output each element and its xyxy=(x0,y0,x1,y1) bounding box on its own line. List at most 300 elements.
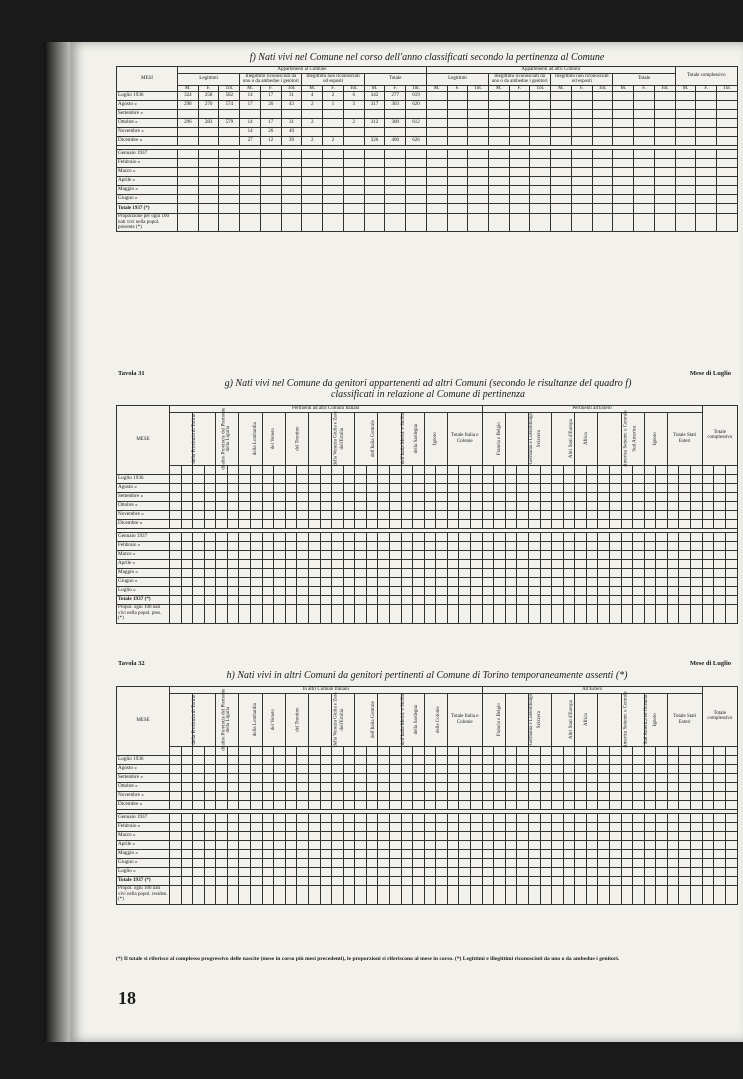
cell-value xyxy=(170,822,182,831)
cell-value xyxy=(675,186,696,195)
cell-value: 303 xyxy=(385,101,406,110)
table-row xyxy=(117,110,738,119)
cell-value xyxy=(297,519,309,528)
cell-value xyxy=(285,773,297,782)
cell-value xyxy=(320,822,332,831)
cell-value xyxy=(251,519,263,528)
cell-value xyxy=(471,501,483,510)
cell-value xyxy=(634,159,655,168)
cell-value xyxy=(447,483,459,492)
cell-value xyxy=(447,492,459,501)
cell-value xyxy=(517,813,529,822)
cell-value xyxy=(517,501,529,510)
month-label: Aprile » xyxy=(117,559,170,568)
cell-value xyxy=(181,532,193,541)
cell-value xyxy=(575,867,587,876)
cell-value xyxy=(297,791,309,800)
cell-value xyxy=(424,492,436,501)
cell-value xyxy=(702,532,714,541)
cell-value xyxy=(505,800,517,809)
cell-value xyxy=(355,764,367,773)
cell-value xyxy=(598,586,610,595)
sex-header: M. xyxy=(551,85,572,92)
cell-value xyxy=(633,764,645,773)
cell-value xyxy=(540,586,552,595)
cell-value xyxy=(530,204,551,214)
cell-value xyxy=(482,492,494,501)
cell-value xyxy=(170,586,182,595)
cell-value xyxy=(401,885,413,904)
cell-value xyxy=(274,773,286,782)
cell-value: 317 xyxy=(364,101,385,110)
col-italia xyxy=(239,693,262,746)
cell-value xyxy=(696,92,717,101)
sex-header xyxy=(691,465,703,474)
cell-value xyxy=(609,822,621,831)
cell-value xyxy=(459,595,471,604)
cell-value xyxy=(459,550,471,559)
sex-header xyxy=(366,465,378,474)
cell-value: 6 xyxy=(343,92,364,101)
cell-value xyxy=(389,483,401,492)
cell-value xyxy=(613,159,634,168)
sex-header xyxy=(204,465,216,474)
cell-value xyxy=(389,831,401,840)
cell-value xyxy=(459,840,471,849)
cell-value xyxy=(436,586,448,595)
cell-value xyxy=(181,773,193,782)
cell-value xyxy=(471,474,483,483)
sex-header: F. xyxy=(198,85,219,92)
cell-value xyxy=(389,595,401,604)
cell-value xyxy=(633,510,645,519)
cell-value xyxy=(332,483,344,492)
cell-value xyxy=(725,791,737,800)
cell-value xyxy=(389,510,401,519)
month-label: Agosto » xyxy=(117,101,178,110)
cell-value xyxy=(198,110,219,119)
cell-value xyxy=(447,214,468,232)
cell-value xyxy=(251,532,263,541)
cell-value xyxy=(517,559,529,568)
cell-value xyxy=(320,595,332,604)
cell-value xyxy=(528,822,540,831)
cell-value xyxy=(702,595,714,604)
col-italia-label: dell'Italia Centrale xyxy=(371,701,377,738)
cell-value xyxy=(447,764,459,773)
cell-value xyxy=(552,849,564,858)
cell-value xyxy=(714,755,726,764)
cell-value xyxy=(262,604,274,623)
cell-value xyxy=(598,550,610,559)
cell-value xyxy=(489,137,510,146)
cell-value xyxy=(281,159,302,168)
cell-value xyxy=(714,822,726,831)
cell-value xyxy=(540,532,552,541)
cell-value xyxy=(702,483,714,492)
cell-value xyxy=(540,831,552,840)
cell-value xyxy=(366,519,378,528)
table-row xyxy=(117,474,738,483)
cell-value xyxy=(170,474,182,483)
cell-value xyxy=(308,532,320,541)
cell-value xyxy=(436,813,448,822)
cell-value xyxy=(262,519,274,528)
cell-value xyxy=(552,791,564,800)
cell-value xyxy=(609,483,621,492)
cell-value xyxy=(227,813,239,822)
cell-value xyxy=(691,550,703,559)
cell-value xyxy=(424,604,436,623)
cell-value xyxy=(656,568,668,577)
cell-value xyxy=(193,559,205,568)
cell-value xyxy=(413,782,425,791)
cell-value xyxy=(517,858,529,867)
cell-value xyxy=(332,764,344,773)
cell-value xyxy=(343,791,355,800)
cell-value: 582 xyxy=(219,92,240,101)
cell-value xyxy=(571,101,592,110)
cell-value xyxy=(262,501,274,510)
cell-value xyxy=(216,876,228,885)
cell-value xyxy=(240,150,261,159)
sex-header xyxy=(308,746,320,755)
cell-value xyxy=(482,519,494,528)
cell-value xyxy=(725,885,737,904)
cell-value xyxy=(667,541,679,550)
col-italia-label: di altre Provincie del Piemonte xyxy=(221,407,227,470)
cell-value xyxy=(482,764,494,773)
table-row xyxy=(117,119,738,128)
cell-value xyxy=(654,101,675,110)
month-label: Luglio 1936 xyxy=(117,92,178,101)
cell-value xyxy=(563,876,575,885)
cell-value xyxy=(447,110,468,119)
cell-value xyxy=(343,501,355,510)
sex-header xyxy=(644,465,656,474)
cell-value xyxy=(633,604,645,623)
cell-value xyxy=(170,876,182,885)
sex-header xyxy=(505,465,517,474)
cell-value xyxy=(216,849,228,858)
cell-value xyxy=(297,604,309,623)
cell-value xyxy=(308,510,320,519)
cell-value xyxy=(181,474,193,483)
cell-value xyxy=(489,92,510,101)
col-italia-label: Ignoto xyxy=(433,431,439,446)
cell-value xyxy=(366,773,378,782)
cell-value xyxy=(355,876,367,885)
table-row xyxy=(117,822,738,831)
cell-value xyxy=(378,831,390,840)
cell-value xyxy=(285,840,297,849)
cell-value xyxy=(424,519,436,528)
cell-value xyxy=(251,858,263,867)
cell-value xyxy=(552,541,564,550)
cell-value xyxy=(447,773,459,782)
cell-value xyxy=(505,501,517,510)
cell-value xyxy=(551,204,572,214)
cell-value xyxy=(323,150,344,159)
sex-header: F. xyxy=(696,85,717,92)
cell-value xyxy=(505,492,517,501)
group-italia: In altri Comuni Italiani xyxy=(170,687,483,694)
cell-value xyxy=(343,474,355,483)
cell-value xyxy=(725,483,737,492)
row-label: Totale 1937 (*) xyxy=(117,204,178,214)
cell-value xyxy=(494,885,506,904)
cell-value xyxy=(654,195,675,204)
cell-value xyxy=(181,867,193,876)
cell-value xyxy=(389,822,401,831)
cell-value xyxy=(366,510,378,519)
col-italia-label: dell'Italia Centrale xyxy=(371,420,377,457)
cell-value xyxy=(413,577,425,586)
cell-value xyxy=(323,186,344,195)
cell-value xyxy=(366,577,378,586)
cell-value xyxy=(691,858,703,867)
sex-header xyxy=(401,746,413,755)
cell-value xyxy=(609,559,621,568)
table-row xyxy=(117,782,738,791)
cell-value xyxy=(613,150,634,159)
cell-value xyxy=(239,831,251,840)
cell-value xyxy=(563,604,575,623)
cell-value xyxy=(323,168,344,177)
cell-value xyxy=(609,791,621,800)
cell-value xyxy=(401,831,413,840)
cell-value xyxy=(297,867,309,876)
cell-value xyxy=(260,168,281,177)
sex-header: M. xyxy=(302,85,323,92)
cell-value xyxy=(656,586,668,595)
sex-header: M. xyxy=(178,85,199,92)
cell-value xyxy=(717,204,738,214)
cell-value xyxy=(459,586,471,595)
cell-value xyxy=(239,541,251,550)
cell-value xyxy=(378,541,390,550)
sex-header xyxy=(332,465,344,474)
cell-value xyxy=(227,791,239,800)
cell-value xyxy=(239,577,251,586)
cell-value xyxy=(193,474,205,483)
cell-value xyxy=(633,595,645,604)
cell-value xyxy=(239,813,251,822)
cell-value xyxy=(725,568,737,577)
cell-value xyxy=(459,800,471,809)
cell-value xyxy=(260,195,281,204)
cell-value xyxy=(679,559,691,568)
cell-value xyxy=(691,849,703,858)
cell-value xyxy=(702,492,714,501)
cell-value xyxy=(219,168,240,177)
cell-value xyxy=(274,791,286,800)
month-label: Ottobre » xyxy=(117,501,170,510)
cell-value xyxy=(251,568,263,577)
cell-value xyxy=(401,867,413,876)
cell-value xyxy=(644,822,656,831)
cell-value xyxy=(586,840,598,849)
cell-value xyxy=(459,885,471,904)
cell-value xyxy=(691,519,703,528)
cell-value xyxy=(239,483,251,492)
cell-value xyxy=(540,840,552,849)
cell-value xyxy=(679,764,691,773)
cell-value xyxy=(447,876,459,885)
cell-value xyxy=(320,876,332,885)
cell-value xyxy=(424,577,436,586)
col-estero xyxy=(644,412,667,465)
cell-value xyxy=(505,510,517,519)
cell-value xyxy=(447,168,468,177)
cell-value xyxy=(251,604,263,623)
cell-value: 31 xyxy=(281,119,302,128)
cell-value xyxy=(633,773,645,782)
col-estero-label: Francia e Belgio xyxy=(496,421,502,456)
cell-value xyxy=(505,568,517,577)
cell-value xyxy=(725,867,737,876)
cell-value xyxy=(364,214,385,232)
cell-value xyxy=(551,214,572,232)
cell-value xyxy=(262,867,274,876)
cell-value xyxy=(436,595,448,604)
cell-value xyxy=(575,474,587,483)
cell-value xyxy=(679,568,691,577)
cell-value xyxy=(302,214,323,232)
cell-value xyxy=(725,586,737,595)
sex-header: Tot. xyxy=(219,85,240,92)
month-label: Dicembre » xyxy=(117,519,170,528)
cell-value xyxy=(725,604,737,623)
cell-value xyxy=(459,822,471,831)
cell-value xyxy=(540,474,552,483)
cell-value xyxy=(702,773,714,782)
cell-value xyxy=(355,586,367,595)
cell-value xyxy=(240,159,261,168)
cell-value xyxy=(679,813,691,822)
cell-value xyxy=(302,195,323,204)
cell-value xyxy=(193,831,205,840)
cell-value xyxy=(204,586,216,595)
cell-value xyxy=(509,137,530,146)
col-italia-label: della Sardegna xyxy=(413,704,419,735)
cell-value xyxy=(320,541,332,550)
cell-value xyxy=(366,764,378,773)
cell-value xyxy=(366,550,378,559)
cell-value xyxy=(424,586,436,595)
cell-value xyxy=(262,858,274,867)
cell-value xyxy=(679,532,691,541)
cell-value xyxy=(696,128,717,137)
cell-value xyxy=(447,755,459,764)
mese-luglio-h: Mese di Luglio xyxy=(689,660,731,667)
table-row xyxy=(117,867,738,876)
cell-value xyxy=(260,159,281,168)
cell-value xyxy=(251,492,263,501)
cell-value xyxy=(181,885,193,904)
cell-value xyxy=(468,101,489,110)
cell-value xyxy=(459,791,471,800)
cell-value xyxy=(575,831,587,840)
cell-value xyxy=(656,755,668,764)
cell-value xyxy=(323,195,344,204)
cell-value xyxy=(633,885,645,904)
month-label: Luglio » xyxy=(117,586,170,595)
cell-value xyxy=(563,822,575,831)
cell-value xyxy=(489,119,510,128)
sex-header xyxy=(586,465,598,474)
cell-value: 17 xyxy=(260,119,281,128)
cell-value xyxy=(216,510,228,519)
cell-value xyxy=(482,782,494,791)
month-label: Luglio » xyxy=(117,867,170,876)
cell-value xyxy=(517,867,529,876)
cell-value xyxy=(592,137,613,146)
cell-value xyxy=(216,764,228,773)
cell-value xyxy=(297,501,309,510)
table-row xyxy=(117,92,738,101)
cell-value xyxy=(654,119,675,128)
cell-value xyxy=(575,800,587,809)
cell-value xyxy=(204,492,216,501)
cell-value xyxy=(262,483,274,492)
cell-value xyxy=(691,800,703,809)
cell-value xyxy=(262,885,274,904)
cell-value xyxy=(675,110,696,119)
footnote: (*) Il totale si riferisce al complesso progressivo delle nascite (mese in corso più mesi precedenti), le proporzioni si riferiscono al mese in corso. (*) Legittimi e illegittimi riconosciuti da uno o da ambedue i genitori. xyxy=(116,956,620,962)
cell-value xyxy=(227,550,239,559)
cell-value xyxy=(447,204,468,214)
cell-value xyxy=(170,510,182,519)
cell-value xyxy=(691,782,703,791)
cell-value xyxy=(426,214,447,232)
cell-value xyxy=(517,791,529,800)
cell-value xyxy=(251,586,263,595)
cell-value xyxy=(274,831,286,840)
cell-value xyxy=(178,128,199,137)
cell-value xyxy=(592,177,613,186)
cell-value xyxy=(482,800,494,809)
cell-value xyxy=(401,519,413,528)
cell-value xyxy=(505,595,517,604)
cell-value xyxy=(239,822,251,831)
cell-value xyxy=(714,604,726,623)
cell-value xyxy=(320,483,332,492)
cell-value xyxy=(227,849,239,858)
col-italia-label: della Lombardia xyxy=(253,422,259,455)
cell-value xyxy=(413,755,425,764)
cell-value xyxy=(170,559,182,568)
cell-value xyxy=(552,876,564,885)
cell-value xyxy=(494,849,506,858)
cell-value xyxy=(656,532,668,541)
cell-value xyxy=(239,492,251,501)
cell-value xyxy=(633,849,645,858)
table-row xyxy=(117,764,738,773)
cell-value: 12 xyxy=(260,137,281,146)
cell-value xyxy=(297,773,309,782)
cell-value xyxy=(413,604,425,623)
cell-value xyxy=(667,519,679,528)
cell-value xyxy=(598,840,610,849)
cell-value xyxy=(239,791,251,800)
cell-value xyxy=(366,813,378,822)
col-italia-label: dell'Italia Merid. e Sicilia xyxy=(401,413,407,464)
cell-value xyxy=(436,782,448,791)
cell-value xyxy=(366,791,378,800)
cell-value xyxy=(204,858,216,867)
cell-value xyxy=(714,532,726,541)
